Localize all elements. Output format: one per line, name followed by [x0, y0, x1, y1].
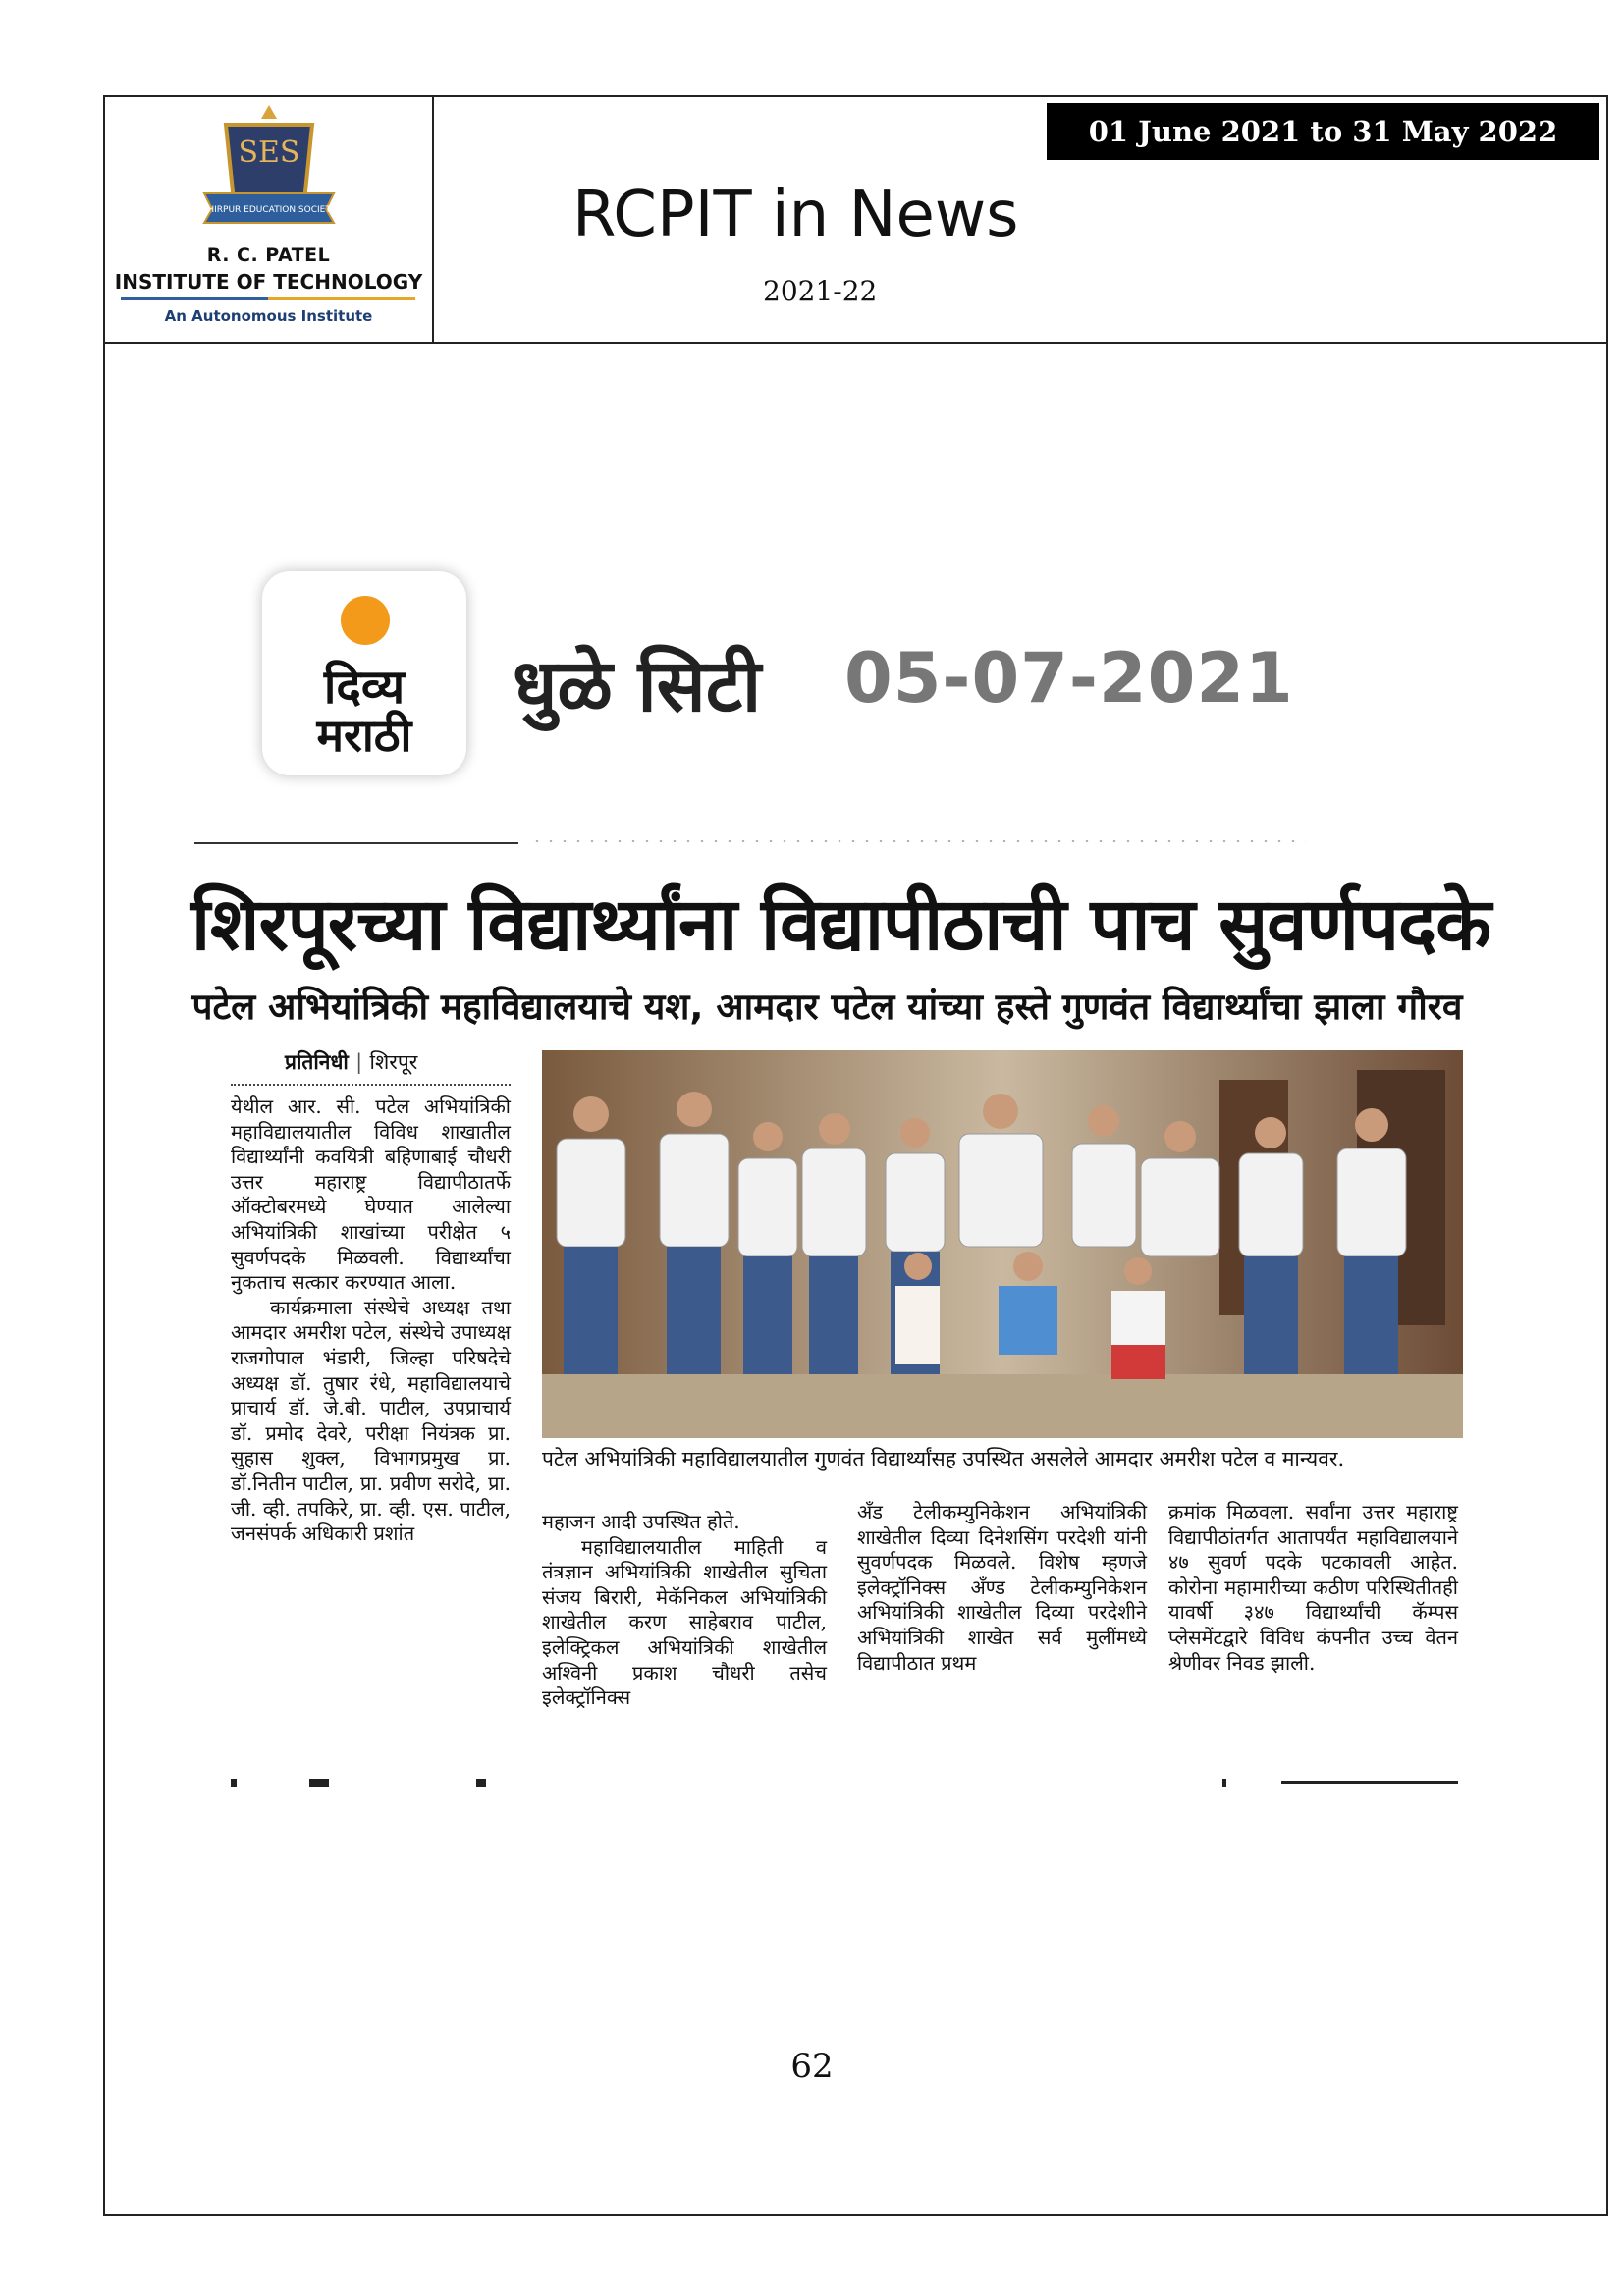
article-column-2 — [542, 1510, 827, 1711]
edition-name: धुळे सिटी — [513, 644, 762, 728]
article-subheadline: पटेल अभियांत्रिकी महाविद्यालयाचे यश, आमदार पटेल यांच्या हस्ते गुणवंत विद्यार्थ्यांचा झाला गौरव — [191, 986, 1463, 1028]
publication-date: 05-07-2021 — [844, 638, 1294, 719]
date-range-badge: 01 June 2021 to 31 May 2022 — [1047, 103, 1599, 160]
article-column-3 — [857, 1500, 1147, 1676]
col1-paragraph-2: कार्यक्रमाला संस्थेचे अध्यक्ष तथा आमदार अमरीश पटेल, संस्थेचे उपाध्यक्ष राजगोपाल भंडारी, जिल्हा परिषदेचे अध्यक्ष डॉ. तुषार रंधे, महाविद्यालयाचे प्राचार्य डॉ. जे.बी. पाटील, उपप्राचार्य डॉ. प्रमोद देवरे, परीक्षा नियंत्रक प्रा. सुहास शुक्ल, विभागप्रमुख प्रा. डॉ.नितीन पाटील, प्रा. प्रवीण सरोदे, प्रा. जी. व्ही. तपकिरे, प्रा. व्ही. एस. पाटील, जनसंपर्क अधिकारी प्रशांत — [231, 1295, 511, 1546]
byline-place: शिरपूर — [369, 1050, 418, 1074]
header-divider — [432, 95, 434, 344]
clipping-top-dots — [530, 838, 1306, 844]
svg-text:SES: SES — [238, 135, 300, 170]
col1-paragraph-1: येथील आर. सी. पटेल अभियांत्रिकी महाविद्यालयातील विविध शाखातील विद्यार्थ्यांनी कवयित्री बहिणाबाई चौधरी उत्तर महाराष्ट्र विद्यापीठातर्फे ऑक्टोबरमध्ये घेण्यात आलेल्या अभियांत्रिकी शाखांच्या परीक्षेत ५ सुवर्णपदके मिळवली. विद्यार्थ्यांचा नुकताच सत्कार करण्यात आला. — [231, 1095, 511, 1295]
app-name-line2: मराठी — [316, 709, 412, 762]
svg-text:SHIRPUR EDUCATION SOCIETY: SHIRPUR EDUCATION SOCIETY — [201, 205, 337, 215]
article-byline: प्रतिनिधी | शिरपूर — [285, 1049, 418, 1074]
page-year: 2021-22 — [763, 275, 878, 307]
divya-marathi-app-icon — [262, 571, 466, 775]
byline-rule — [231, 1084, 511, 1088]
app-name-line1: दिव्य — [323, 660, 406, 715]
institute-tagline: An Autonomous Institute — [164, 307, 373, 325]
col4-paragraph-1: क्रमांक मिळवला. सर्वांना उत्तर महाराष्ट्र विद्यापीठांतर्गत आतापर्यंत महाविद्यालयाने ४७ सुवर्ण पदके पटकावली आहेत. कोरोना महामारीच्या कठीण परिस्थितीतही यावर्षी ३४७ विद्यार्थ्यांची कॅम्पस प्लेसमेंटद्वारे विविध कंपनीत उच्च वेतन श्रेणीवर निवड झाली. — [1168, 1500, 1458, 1675]
byline-role: प्रतिनिधी — [285, 1049, 349, 1074]
institute-name-line2: INSTITUTE OF TECHNOLOGY — [114, 270, 423, 294]
group-photo — [542, 1050, 1463, 1438]
sun-dot-icon — [341, 596, 390, 645]
col2-paragraph-2: महाविद्यालयातील माहिती व तंत्रज्ञान अभियांत्रिकी शाखेतील सुचिता संजय बिरारी, मेकॅनिकल अभियांत्रिकी शाखेतील करण साहेबराव पाटील, इलेक्ट्रिकल अभियांत्रिकी शाखेतील अश्विनी प्रकाश चौधरी तसेच इलेक्ट्रॉनिक्स — [542, 1534, 827, 1710]
col3-paragraph-1: अँड टेलीकम्युनिकेशन अभियांत्रिकी शाखेतील दिव्या दिनेशसिंग परदेशी यांनी सुवर्णपदक मिळवले. विशेष म्हणजे इलेक्ट्रॉनिक्स अँण्ड टेलीकम्युनिकेशन अभियांत्रिकी शाखेतील दिव्या परदेशीने अभियांत्रिकी शाखेत सर्व मुलींमध्ये विद्यापीठात प्रथम — [857, 1500, 1147, 1675]
clipping-cut-edge — [231, 1777, 1458, 1787]
institute-name-line1: R. C. PATEL — [206, 244, 331, 266]
article-column-1 — [231, 1095, 511, 1547]
article-column-4 — [1168, 1500, 1458, 1676]
col2-paragraph-1: महाजन आदी उपस्थित होते. — [542, 1510, 740, 1533]
news-clipping — [191, 834, 1491, 1816]
header-rule — [103, 342, 1608, 344]
photo-caption: पटेल अभियांत्रिकी महाविद्यालयातील गुणवंत विद्यार्थ्यांसह उपस्थित असलेले आमदार अमरीश पटेल व मान्यवर. — [542, 1447, 1345, 1470]
logo-underline — [121, 297, 415, 300]
ses-emblem-icon — [198, 103, 340, 240]
page-number: 62 — [790, 2047, 834, 2086]
institute-logo — [105, 97, 432, 342]
clipping-top-rule — [194, 842, 518, 844]
article-headline: शिरपूरच्या विद्यार्थ्यांना विद्यापीठाची पाच सुवर्णपदके — [191, 882, 1491, 967]
page-title: RCPIT in News — [572, 179, 1019, 251]
